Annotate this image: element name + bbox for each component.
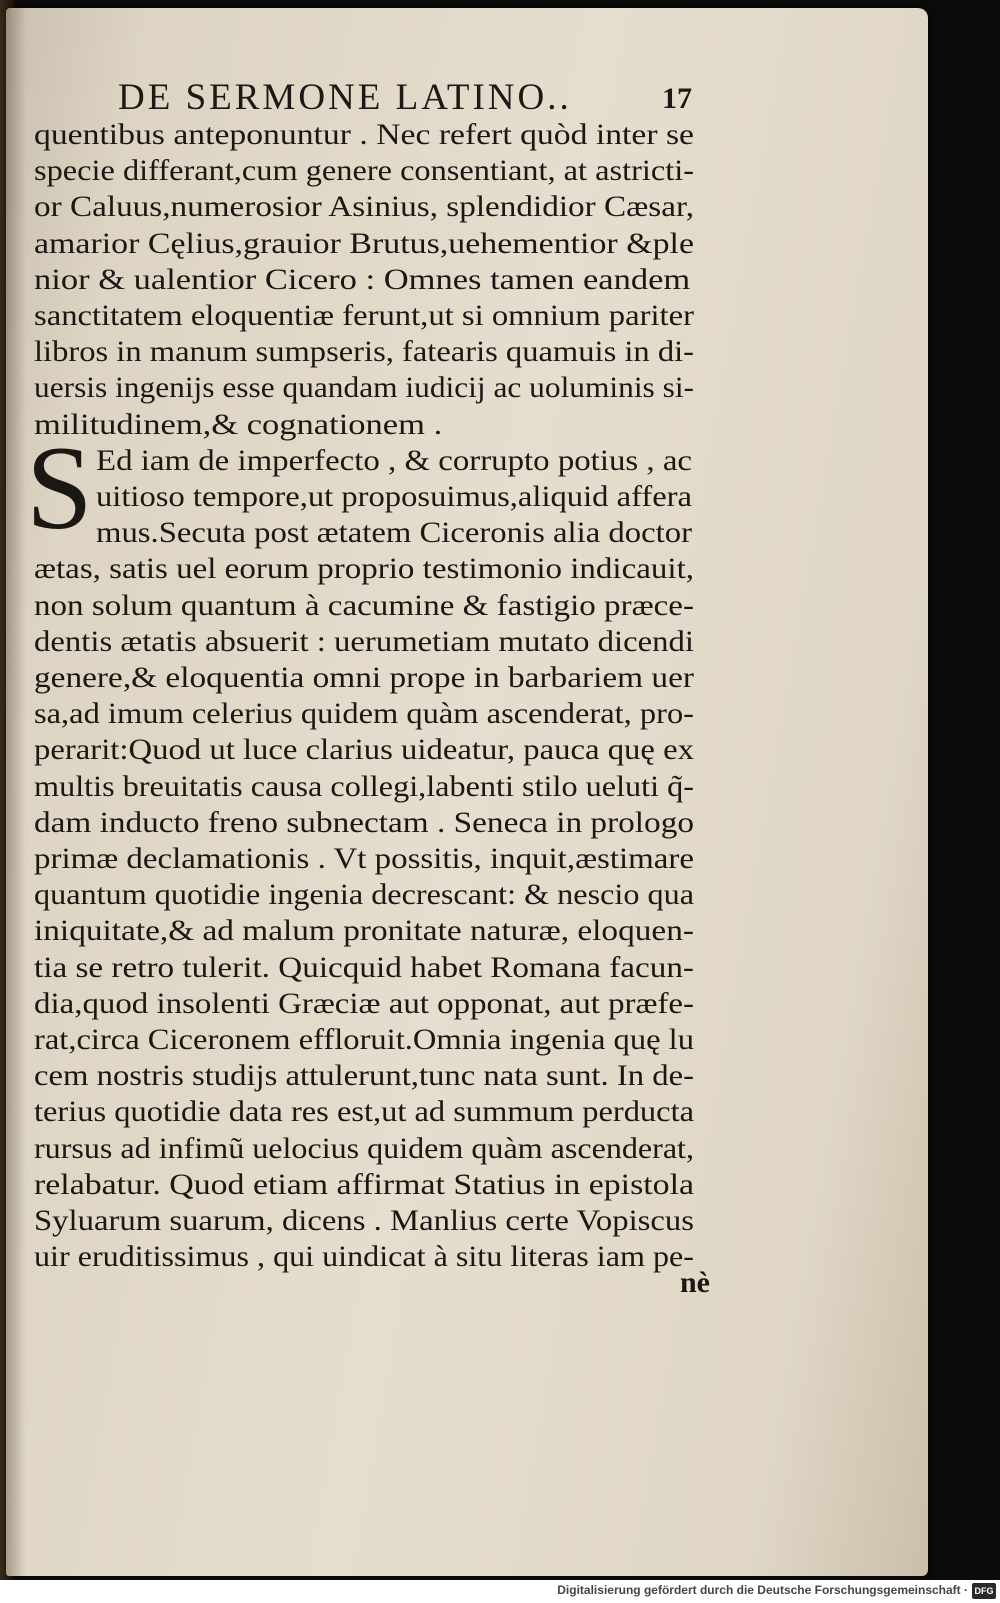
text-line: uersis ingenijs esse quandam iudicij ac uoluminis si- (34, 371, 694, 405)
text-line: primæ declamationis . Vt possitis, inquit,æstimare (34, 842, 695, 875)
text-line: quentibus anteponuntur . Nec refert quòd inter se (34, 118, 694, 151)
text-line: amarior Cęlius,grauior Brutus,uehementior &ple (34, 226, 694, 260)
text-line: sa,ad imum celerius quidem quàm ascenderat, pro- (34, 697, 694, 731)
running-title: DE SERMONE LATINO.. (118, 77, 572, 118)
text-line: nior & ualentior Cicero : Omnes tamen eandem (34, 262, 691, 296)
text-line: libros in manum sumpseris, fatearis quamuis in di- (34, 335, 694, 369)
text-line: relabatur. Quod etiam affirmat Statius in epistola (34, 1167, 694, 1201)
footer-bar (0, 1580, 1000, 1603)
text-line: dia,quod insolenti Græciæ aut opponat, aut præfe- (34, 986, 694, 1020)
text-line: cem nostris studijs attulerunt,tunc nata sunt. In de- (34, 1059, 694, 1093)
dfg-logo: DFG (972, 1583, 996, 1599)
text-line: militudinem,& cognationem . (34, 407, 443, 441)
catchword: nè (680, 1266, 710, 1299)
text-line: or Caluus,numerosior Asinius, splendidior Cæsar, (34, 190, 695, 224)
text-line: perarit:Quod ut luce clarius uideatur, pauca quę ex (34, 733, 694, 767)
text-line: Syluarum suarum, dicens . Manlius certe Vopiscus (34, 1204, 694, 1237)
text-line: tia se retro tulerit. Quicquid habet Romana facun- (34, 950, 694, 984)
text-line: specie differant,cum genere consentiant, at astricti- (34, 154, 694, 188)
text-line: dam inducto freno subnectam . Seneca in prologo (34, 805, 694, 839)
folio-number: 17 (662, 82, 692, 115)
text-line: sanctitatem eloquentiæ ferunt,ut si omnium pariter (34, 299, 695, 332)
text-line: genere,& eloquentia omni prope in barbariem uer (34, 661, 694, 694)
text-line: mus.Secuta post ætatem Ciceronis alia doctor (96, 516, 692, 550)
text-line: dentis ætatis absuerit : uerumetiam mutato dicendi (34, 624, 694, 658)
funding-credit: Digitalisierung gefördert durch die Deutsche Forschungsgemeinschaft · (557, 1583, 968, 1597)
drop-cap-initial: S (26, 421, 93, 554)
text-line: rat,circa Ciceronem effloruit.Omnia ingenia quę lu (34, 1023, 694, 1056)
text-line: non solum quantum à cacumine & fastigio præce- (34, 588, 694, 622)
text-line: uitioso tempore,ut proposuimus,aliquid afferа (96, 480, 692, 513)
page-edge-shading (6, 8, 26, 1576)
text-line: multis breuitatis causa collegi,labenti stilo ueluti q̃- (34, 769, 694, 803)
text-line: terius quotidie data res est,ut ad summum perducta (34, 1095, 694, 1129)
text-line: ætas, satis uel eorum proprio testimonio indicauit, (34, 552, 694, 586)
text-line: iniquitate,& ad malum pronitate naturæ, eloquen- (34, 914, 694, 948)
text-line: uir eruditissimus , qui uindicat à situ literas iam pe- (34, 1240, 695, 1274)
text-line: quantum quotidie ingenia decrescant: & nescio qua (34, 878, 694, 912)
text-line: rursus ad infimũ uelocius quidem quàm ascenderat, (34, 1131, 694, 1165)
text-line: Ed iam de imperfecto , & corrupto potius , ac (96, 443, 692, 477)
